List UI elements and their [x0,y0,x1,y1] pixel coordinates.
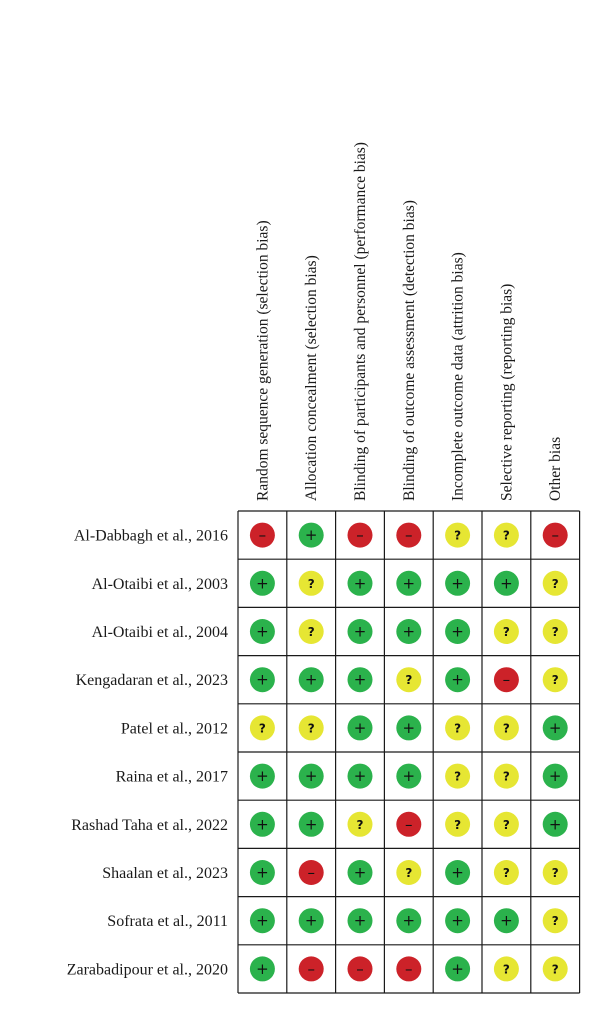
judgement-cell-low [494,571,519,596]
judgement-symbol: – [258,526,267,545]
judgement-symbol: ? [551,914,559,929]
domain-header: Random sequence generation (selection bias) [254,220,272,501]
judgement-symbol: + [402,718,416,737]
judgement-symbol: ? [258,721,266,736]
judgement-symbol: + [353,911,367,930]
judgement-cell-low [396,908,421,933]
judgement-symbol: + [304,911,318,930]
judgement-cell-unclear [543,860,568,885]
judgement-cell-low [445,860,470,885]
judgement-cell-unclear [299,571,324,596]
judgement-cell-unclear [299,619,324,644]
judgement-cell-high [396,812,421,837]
judgement-symbol: + [451,670,464,689]
judgement-symbol: ? [502,721,510,736]
judgement-symbol: ? [551,866,559,880]
judgement-symbol: ? [502,769,510,784]
judgement-symbol: ? [405,673,413,688]
judgement-cell-high [543,523,568,548]
judgement-symbol: – [356,526,364,545]
judgement-cell-low [543,812,568,837]
judgement-cell-unclear [250,715,275,740]
judgement-symbol: ? [502,817,510,832]
judgement-cell-unclear [494,619,519,644]
judgement-symbol: – [307,959,315,978]
judgement-cell-low [250,812,275,837]
judgement-symbol: – [551,526,559,545]
judgement-symbol: – [405,815,413,834]
judgement-symbol: + [256,574,269,593]
judgement-symbol: + [451,911,464,930]
judgement-symbol: ? [356,817,364,832]
judgement-symbol: ? [551,625,559,639]
judgement-symbol: + [500,574,513,593]
judgement-symbol: + [256,863,269,882]
judgement-cell-low [299,764,324,789]
judgement-symbol: – [502,670,511,689]
judgement-symbol: + [402,574,416,593]
judgement-cell-unclear [445,523,470,548]
judgement-symbol: + [402,911,416,930]
judgement-symbol: ? [502,962,510,977]
judgement-cell-unclear [445,764,470,789]
judgement-symbol: + [500,911,513,930]
judgement-cell-unclear [299,715,324,740]
domain-header: Incomplete outcome data (attrition bias) [449,252,467,501]
judgement-symbol: ? [307,721,315,736]
judgement-symbol: ? [454,769,462,784]
study-label: Sofrata et al., 2011 [107,913,228,931]
judgement-cell-high [396,523,421,548]
judgement-cell-low [250,667,275,692]
judgement-cell-unclear [543,956,568,981]
domain-headers [254,142,564,501]
judgement-symbol: + [353,574,367,593]
judgement-cell-high [348,523,373,548]
judgement-symbol: + [353,718,367,737]
study-label: Zarabadipour et al., 2020 [66,961,228,979]
judgement-cell-low [396,764,421,789]
judgement-symbol: ? [454,528,462,543]
domain-header: Other bias [547,436,565,501]
judgement-symbol: + [256,767,269,786]
judgement-cell-high [494,667,519,692]
judgement-symbol: ? [307,576,315,591]
judgement-symbol: + [402,622,416,641]
judgement-cell-high [348,956,373,981]
judgement-symbol: ? [502,528,510,543]
judgement-symbol: ? [405,866,413,880]
judgement-symbol: ? [454,721,462,736]
judgement-symbol: + [256,622,269,641]
judgement-symbol: + [256,959,269,978]
judgement-symbol: ? [502,866,510,880]
judgement-symbol: – [405,526,413,545]
study-labels [67,528,228,979]
judgement-cell-low [299,908,324,933]
judgement-cell-low [299,523,324,548]
study-label: Rashad Taha et al., 2022 [71,816,228,834]
judgement-cell-low [445,956,470,981]
judgement-cell-low [494,908,519,933]
judgement-cell-low [348,908,373,933]
judgement-symbol: + [304,815,318,834]
judgement-symbol: ? [307,625,315,639]
domain-header: Selective reporting (reporting bias) [498,283,516,501]
judgement-cell-low [396,571,421,596]
domain-header: Allocation concealment (selection bias) [303,255,321,501]
judgement-cell-unclear [445,812,470,837]
study-label: Shaalan et al., 2023 [102,865,228,882]
study-label: Raina et al., 2017 [115,768,228,786]
judgement-symbol: + [256,911,269,930]
study-label: Al-Otaibi et al., 2003 [91,575,228,593]
judgement-cell-low [250,860,275,885]
domain-header: Blinding of outcome assessment (detection bias) [400,200,418,501]
judgement-cell-unclear [543,908,568,933]
judgement-cell-low [250,571,275,596]
judgement-cell-low [348,619,373,644]
judgement-symbol: + [451,622,464,641]
judgement-symbol: ? [551,962,559,977]
judgement-symbol: + [256,815,269,834]
judgement-cell-low [348,860,373,885]
judgement-symbol: ? [454,817,462,832]
judgement-cell-low [348,667,373,692]
judgement-cell-unclear [543,571,568,596]
judgement-symbol: + [548,767,562,786]
judgement-cell-low [250,619,275,644]
judgement-cell-unclear [396,667,421,692]
judgement-symbol: + [451,574,464,593]
judgement-symbol: + [304,670,318,689]
judgement-cell-low [348,715,373,740]
judgement-symbol: – [356,959,364,978]
judgement-cell-low [445,571,470,596]
judgement-cell-low [396,715,421,740]
judgement-cell-unclear [494,860,519,885]
judgement-cell-unclear [494,715,519,740]
judgement-cell-high [250,523,275,548]
judgement-cell-high [299,956,324,981]
judgement-cell-high [396,956,421,981]
judgement-symbol: + [304,526,318,545]
judgement-cell-unclear [494,812,519,837]
judgement-cell-unclear [494,523,519,548]
judgement-cell-low [250,908,275,933]
judgement-cell-low [348,764,373,789]
judgement-cell-low [445,619,470,644]
study-label: Al-Otaibi et al., 2004 [91,624,228,641]
judgement-symbol: ? [502,625,510,639]
judgement-symbol: + [353,622,367,641]
judgement-cell-low [445,908,470,933]
judgement-cell-unclear [396,860,421,885]
judgement-cell-unclear [494,764,519,789]
judgement-symbol: + [451,959,464,978]
judgement-cell-low [348,571,373,596]
judgement-cell-unclear [543,667,568,692]
judgement-symbol: ? [551,673,559,688]
judgement-cell-low [543,715,568,740]
judgement-symbol: + [353,670,367,689]
judgement-cell-low [299,812,324,837]
judgement-cell-high [299,860,324,885]
judgement-cell-unclear [348,812,373,837]
study-label: Patel et al., 2012 [120,720,228,738]
judgement-symbol: ? [551,576,559,591]
judgement-symbol: + [402,767,416,786]
judgement-cell-low [250,956,275,981]
judgement-symbol: + [548,815,562,834]
judgement-cell-unclear [543,619,568,644]
judgement-symbol: + [353,767,367,786]
judgement-symbol: + [353,863,367,882]
judgement-cell-low [445,667,470,692]
judgement-cell-unclear [494,956,519,981]
judgement-symbol: + [548,718,562,737]
judgement-symbol: + [256,670,269,689]
study-label: Al-Dabbagh et al., 2016 [73,527,228,545]
judgement-symbol: – [307,863,315,882]
judgement-cell-unclear [445,715,470,740]
judgement-grid [238,511,580,993]
judgement-symbol: – [405,959,413,978]
judgement-symbol: + [304,767,318,786]
domain-header: Blinding of participants and personnel (performance bias) [352,142,369,501]
study-label: Kengadaran et al., 2023 [75,672,228,690]
judgement-cell-low [543,764,568,789]
judgement-cell-low [299,667,324,692]
judgement-symbol: + [451,863,464,882]
judgement-cell-low [250,764,275,789]
judgement-cell-low [396,619,421,644]
